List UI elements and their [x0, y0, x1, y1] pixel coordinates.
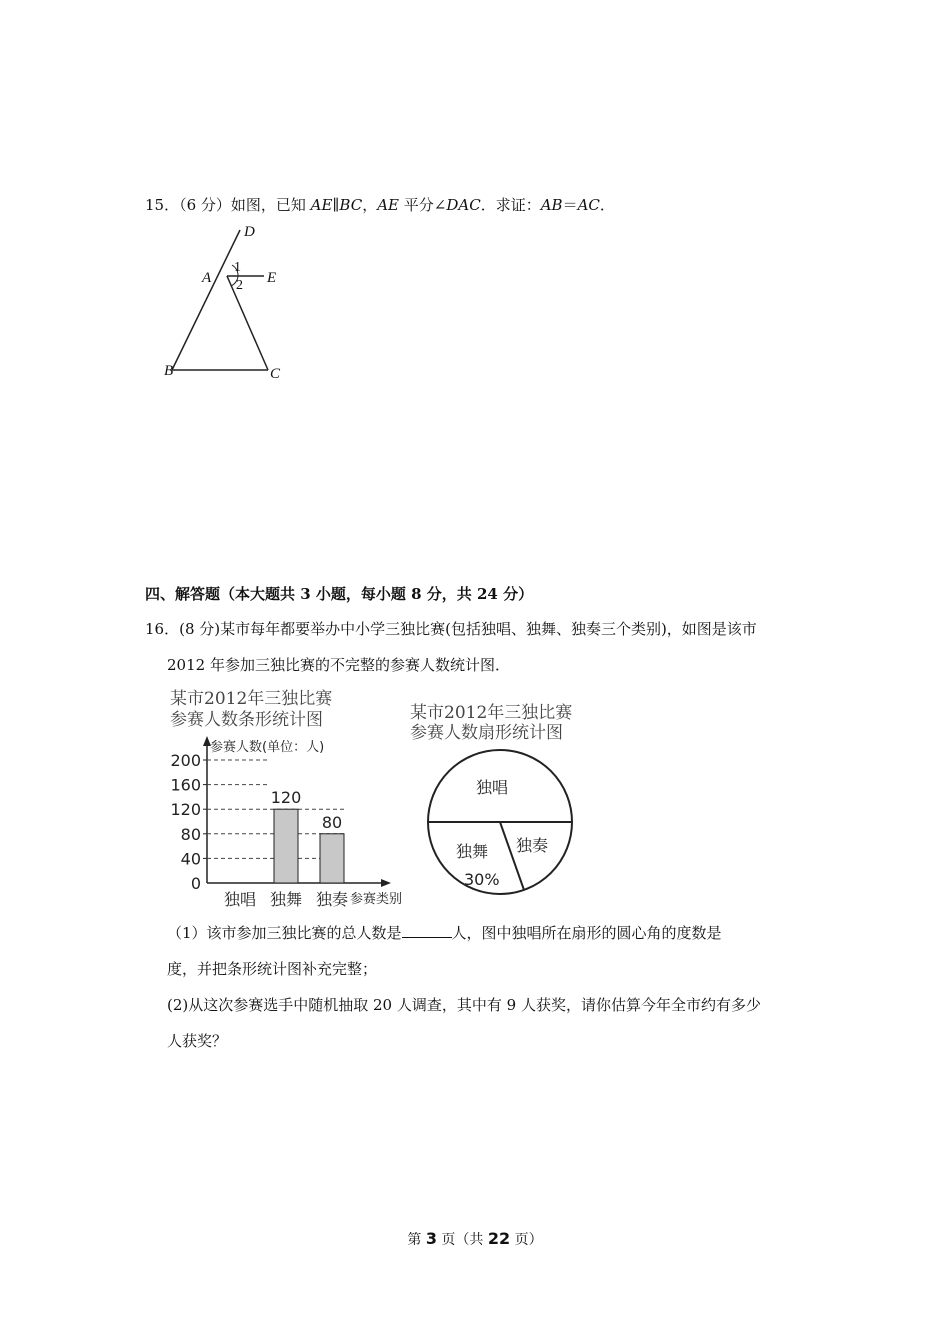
bar-chart-title-line2: 参赛人数条形统计图 — [170, 710, 323, 730]
label-e: E — [267, 270, 277, 286]
q16-part2-line1: (2)从这次参赛选手中随机抽取 20 人调查，其中有 9 人获奖，请你估算今年全市约有多少 — [167, 996, 761, 1014]
label-c: C — [270, 366, 281, 382]
section-heading: 四、解答题（本大题共 3 小题，每小题 8 分，共 24 分） — [145, 585, 534, 603]
page-footer — [0, 1229, 950, 1249]
pie-slice-label-solo-dance: 独舞 — [456, 842, 489, 861]
bar-data-label: 120 — [270, 788, 302, 808]
q15-ac: AC — [577, 196, 600, 214]
pie-chart — [400, 700, 610, 900]
q16-line2: 2012 年参加三独比赛的不完整的参赛人数统计图． — [167, 656, 510, 674]
label-angle-2: 2 — [236, 278, 243, 293]
q15-end: ． — [599, 196, 615, 214]
bar — [320, 834, 344, 883]
label-b: B — [164, 363, 174, 379]
q15-prefix: 15．（6 分）如图，已知 — [145, 196, 311, 214]
footer-total-pages: 22 — [487, 1229, 511, 1248]
x-tick-label: 独舞 — [269, 890, 303, 909]
y-tick-label: 160 — [170, 775, 201, 795]
bar-chart-ylabel: 参赛人数(单位：人) — [210, 740, 325, 755]
q15-ab: AB — [540, 196, 563, 214]
q15-bc: BC — [339, 196, 363, 214]
q15-comma: ， — [362, 196, 378, 214]
q15-ae2: AE — [377, 196, 399, 214]
label-d: D — [244, 224, 255, 240]
label-a: A — [202, 270, 212, 286]
bar-chart — [160, 683, 430, 913]
answer-blank — [402, 923, 452, 938]
footer-post: 页） — [510, 1232, 543, 1248]
q15-eq: ＝ — [562, 196, 578, 214]
y-tick-label: 40 — [180, 849, 201, 869]
label-angle-1: 1 — [234, 260, 241, 275]
q16-part1-line1 — [167, 923, 722, 943]
footer-mid: 页（共 — [436, 1232, 488, 1248]
q15-prove: ．求证： — [480, 196, 541, 214]
q16-part1-text-b: 人，图中独唱所在扇形的圆心角的度数是 — [451, 924, 722, 942]
q15-ae: AE — [310, 196, 333, 214]
bar-data-label: 80 — [321, 812, 343, 832]
y-tick-label: 120 — [170, 800, 201, 820]
line-dc — [172, 230, 240, 370]
pie-slice-label-solo-singing: 独唱 — [476, 778, 509, 797]
q16-part1-text-a: （1）该市参加三独比赛的总人数是 — [167, 924, 402, 942]
bar-chart-marks — [170, 736, 391, 909]
q15-parallel: ∥ — [332, 196, 340, 214]
pie-chart-title-line2: 参赛人数扇形统计图 — [410, 723, 563, 743]
pie-slice-percent-solo-dance: 30% — [464, 870, 500, 889]
footer-pre: 第 — [407, 1232, 426, 1248]
y-tick-label: 80 — [180, 824, 201, 844]
q15-text — [145, 195, 615, 215]
pie-slice-label-solo-instrument: 独奏 — [516, 836, 549, 855]
pie-chart-title-line1: 某市2012年三独比赛 — [410, 703, 573, 723]
pie-divider-slant — [500, 822, 524, 890]
bar-chart-title-line1: 某市2012年三独比赛 — [170, 689, 333, 709]
q15-bisect: 平分∠ — [399, 196, 447, 214]
footer-page-number: 3 — [425, 1229, 437, 1248]
x-tick-label: 独唱 — [223, 890, 257, 909]
triangle-figure — [160, 220, 300, 385]
y-tick-label: 200 — [170, 751, 201, 770]
bar — [274, 809, 298, 883]
q16-line1: 16．(8 分)某市每年都要举办中小学三独比赛(包括独唱、独舞、独奏三个类别)，如图是该市 — [145, 620, 757, 638]
y-tick-label: 0 — [190, 874, 201, 893]
q16-part1-line2: 度，并把条形统计图补充完整； — [167, 960, 378, 978]
line-ac — [227, 276, 268, 370]
q16-part2-line2: 人获奖？ — [167, 1032, 228, 1050]
bar-chart-xlabel: 参赛类别 — [350, 892, 403, 907]
x-tick-label: 独奏 — [315, 890, 349, 909]
x-axis-arrow — [381, 879, 391, 887]
q15-dac: DAC — [446, 196, 481, 214]
